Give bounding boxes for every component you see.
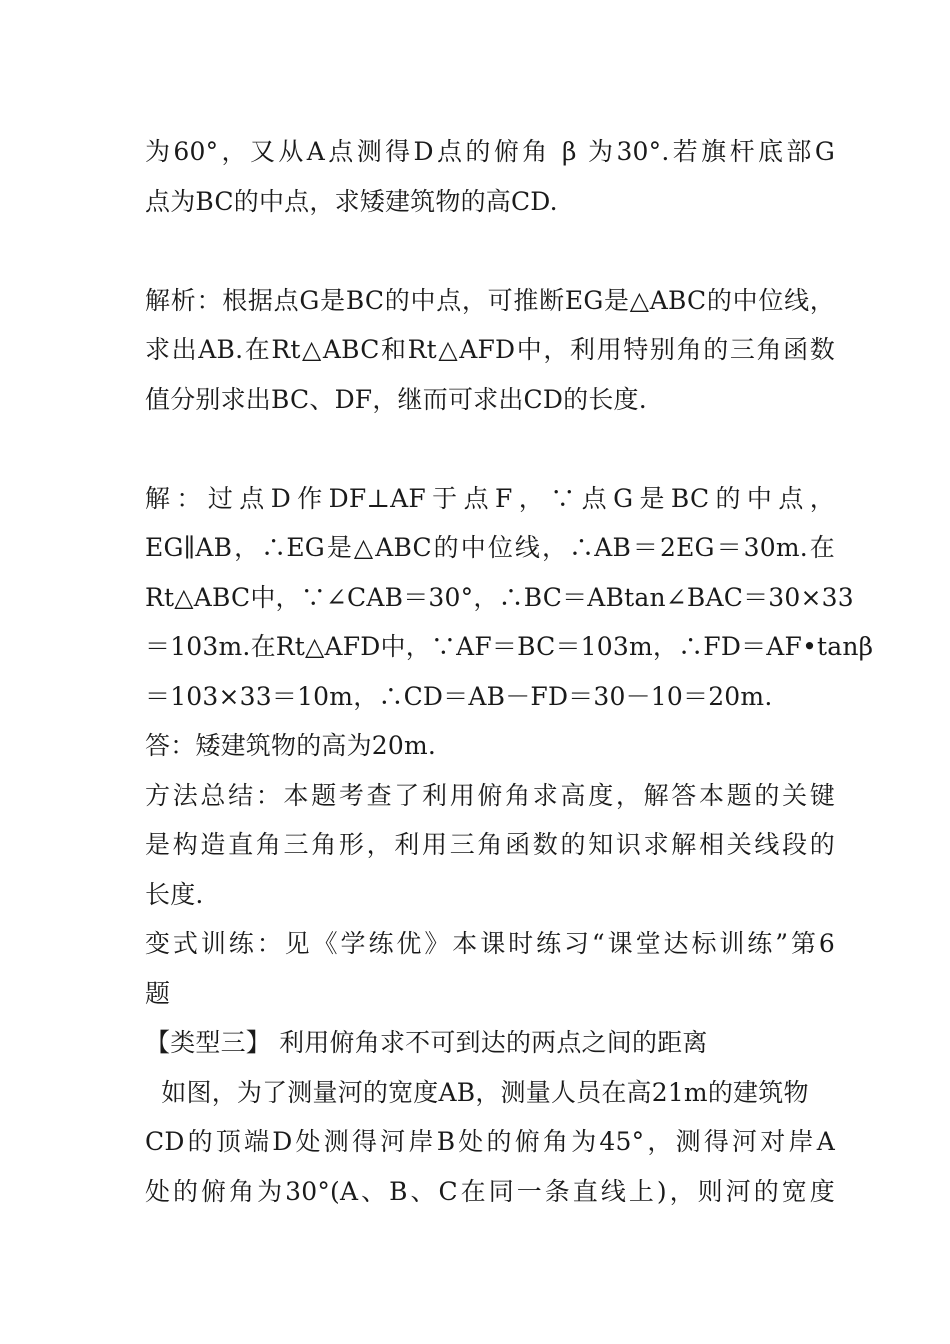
- text-line: 解析：根据点G是BC的中点，可推断EG是△ABC的中位线，: [145, 285, 835, 315]
- text-line: Rt△ABC中，∵∠CAB＝30°，∴BC＝ABtan∠BAC＝30×33: [145, 582, 854, 612]
- text-line: 题: [145, 978, 171, 1008]
- text-line: 方法总结：本题考查了利用俯角求高度，解答本题的关键: [145, 780, 835, 810]
- text-line: ＝103m.在Rt△AFD中，∵AF＝BC＝103m，∴FD＝AF•tanβ: [145, 632, 874, 661]
- text-line: 长度.: [145, 879, 204, 909]
- paragraph-gap: [145, 424, 835, 474]
- text-line: 点为BC的中点，求矮建筑物的高CD.: [145, 186, 558, 216]
- text-line: 变式训练：见《学练优》本课时练习“课堂达标训练”第6: [145, 929, 835, 958]
- text-line: 是构造直角三角形，利用三角函数的知识求解相关线段的: [145, 830, 835, 859]
- text-line: 为60°，又从A点测得D点的俯角 β 为30°.若旗杆底部G: [145, 137, 835, 166]
- text-line: 求出AB.在Rt△ABC和Rt△AFD中，利用特别角的三角函数: [145, 335, 835, 364]
- analysis-paragraph: [145, 276, 835, 425]
- text-line: EG∥AB，∴EG是△ABC的中位线，∴AB＝2EG＝30m.在: [145, 533, 835, 562]
- method-summary-paragraph: [145, 771, 835, 920]
- example-paragraph: [145, 1068, 835, 1217]
- type-heading: 【类型三】 利用俯角求不可到达的两点之间的距离: [145, 1028, 708, 1057]
- paragraph-gap: [145, 226, 835, 276]
- answer-line: 答：矮建筑物的高为20m.: [145, 731, 437, 760]
- problem-paragraph: [145, 127, 835, 226]
- solution-paragraph: [145, 474, 874, 722]
- text-line: 处的俯角为30°(A、B、C在同一条直线上)，则河的宽度: [145, 1176, 835, 1206]
- text-line: 值分别求出BC、DF，继而可求出CD的长度.: [145, 384, 647, 414]
- text-line: ＝103×33＝10m，∴CD＝AB－FD＝30－10＝20m.: [145, 681, 773, 711]
- variant-training-paragraph: [145, 919, 835, 1018]
- document-page: [145, 127, 874, 1216]
- text-line: 如图，为了测量河的宽度AB，测量人员在高21m的建筑物: [145, 1077, 809, 1107]
- text-line: 解：过点D作DF⊥AF于点F，∵点G是BC的中点，: [145, 483, 835, 513]
- text-line: CD的顶端D处测得河岸B处的俯角为45°，测得河对岸A: [145, 1127, 835, 1156]
